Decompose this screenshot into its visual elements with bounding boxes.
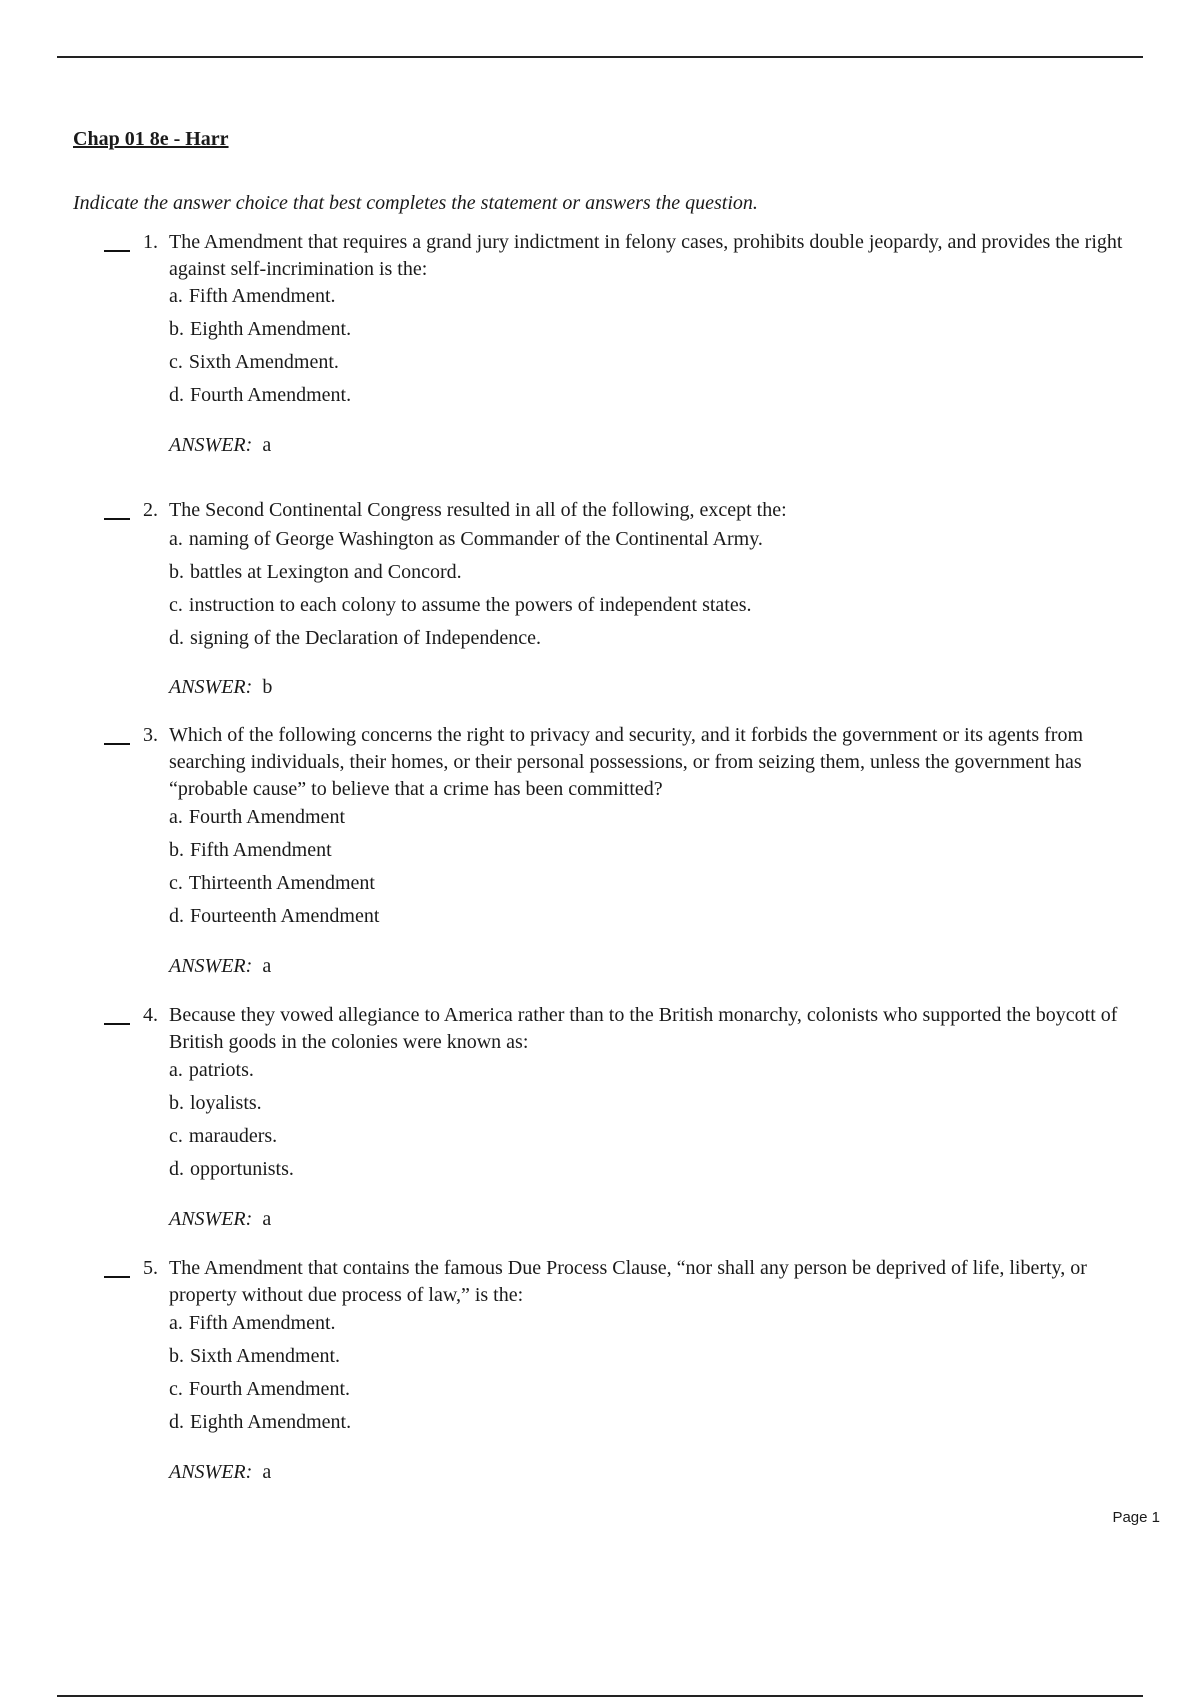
- choice-letter: c.: [169, 1125, 183, 1147]
- answer-line: [169, 432, 271, 459]
- answer-value: a: [262, 955, 272, 977]
- choice-text: Sixth Amendment.: [188, 351, 339, 373]
- question-number: 4.: [143, 1004, 158, 1026]
- choice-b: [169, 1090, 294, 1123]
- answer-blank[interactable]: [104, 518, 130, 520]
- choice-text: instruction to each colony to assume the powers of independent states.: [188, 594, 752, 616]
- question-number: 1.: [143, 231, 158, 253]
- choice-letter: a.: [169, 528, 183, 550]
- choice-d: [169, 903, 379, 936]
- choice-letter: c.: [169, 594, 183, 616]
- choice-text: Fifth Amendment.: [188, 285, 336, 307]
- choice-letter: c.: [169, 1378, 183, 1400]
- choice-a: [169, 804, 379, 837]
- choice-text: Sixth Amendment.: [190, 1345, 340, 1367]
- answer-label: ANSWER:: [169, 434, 253, 456]
- choice-b: [169, 559, 763, 592]
- choice-letter: d.: [169, 1158, 184, 1180]
- answer-label: ANSWER:: [169, 1208, 253, 1230]
- question-stem: The Amendment that requires a grand jury indictment in felony cases, prohibits double jeopardy, and provides the right against self-incrimination is the:: [169, 231, 1123, 280]
- choice-list: [169, 283, 351, 415]
- answer-line: [169, 1459, 271, 1486]
- answer-value: a: [262, 1461, 272, 1483]
- choice-letter: b.: [169, 1092, 184, 1114]
- choice-letter: a.: [169, 285, 183, 307]
- choice-text: Fourth Amendment.: [190, 384, 352, 406]
- choice-list: [169, 804, 379, 936]
- choice-list: [169, 1310, 351, 1442]
- answer-line: [169, 674, 272, 701]
- document-title: Chap 01 8e - Harr: [73, 128, 229, 150]
- choice-letter: c.: [169, 351, 183, 373]
- answer-value: a: [262, 434, 272, 456]
- choice-c: [169, 592, 763, 625]
- choice-d: [169, 382, 351, 415]
- choice-letter: a.: [169, 1059, 183, 1081]
- choice-letter: b.: [169, 318, 184, 340]
- choice-c: [169, 1123, 294, 1156]
- choice-letter: a.: [169, 806, 183, 828]
- choice-text: signing of the Declaration of Independence.: [190, 627, 541, 649]
- choice-letter: d.: [169, 384, 184, 406]
- choice-text: battles at Lexington and Concord.: [190, 561, 462, 583]
- choice-b: [169, 316, 351, 349]
- choice-b: [169, 837, 379, 870]
- answer-blank[interactable]: [104, 1023, 130, 1025]
- answer-blank[interactable]: [104, 250, 130, 252]
- choice-letter: d.: [169, 627, 184, 649]
- choice-a: [169, 1310, 351, 1343]
- footer-rule: [57, 1695, 1143, 1697]
- choice-a: [169, 526, 763, 559]
- choice-c: [169, 349, 351, 382]
- choice-d: [169, 1156, 294, 1189]
- answer-value: b: [262, 676, 273, 698]
- choice-letter: c.: [169, 872, 183, 894]
- choice-c: [169, 1376, 351, 1409]
- choice-text: Thirteenth Amendment: [188, 872, 375, 894]
- answer-blank[interactable]: [104, 743, 130, 745]
- choice-text: loyalists.: [190, 1092, 262, 1114]
- choice-c: [169, 870, 379, 903]
- answer-value: a: [262, 1208, 272, 1230]
- answer-label: ANSWER:: [169, 676, 253, 698]
- question-stem: Because they vowed allegiance to America rather than to the British monarchy, colonists who supported the boycott of British goods in the colonies were known as:: [169, 1004, 1118, 1053]
- choice-letter: b.: [169, 839, 184, 861]
- choice-a: [169, 283, 351, 316]
- choice-text: Fourth Amendment: [188, 806, 345, 828]
- answer-blank[interactable]: [104, 1276, 130, 1278]
- choice-text: opportunists.: [190, 1158, 294, 1180]
- choice-letter: b.: [169, 1345, 184, 1367]
- choice-text: Fourth Amendment.: [188, 1378, 350, 1400]
- choice-letter: d.: [169, 1411, 184, 1433]
- answer-line: [169, 1206, 271, 1233]
- answer-line: [169, 953, 271, 980]
- choice-text: patriots.: [188, 1059, 254, 1081]
- question-stem: The Second Continental Congress resulted in all of the following, except the:: [169, 499, 787, 521]
- choice-text: Eighth Amendment.: [190, 1411, 352, 1433]
- choice-text: Fourteenth Amendment: [190, 905, 380, 927]
- header-rule: [57, 56, 1143, 58]
- choice-text: Fifth Amendment: [190, 839, 332, 861]
- question-number: 5.: [143, 1257, 158, 1279]
- question-number: 3.: [143, 724, 158, 746]
- choice-letter: a.: [169, 1312, 183, 1334]
- page-number: Page 1: [1112, 1509, 1160, 1526]
- choice-text: Fifth Amendment.: [188, 1312, 336, 1334]
- choice-letter: b.: [169, 561, 184, 583]
- choice-list: [169, 526, 763, 658]
- choice-text: marauders.: [188, 1125, 278, 1147]
- choice-d: [169, 1409, 351, 1442]
- answer-label: ANSWER:: [169, 1461, 253, 1483]
- choice-d: [169, 625, 763, 658]
- choice-text: Eighth Amendment.: [190, 318, 352, 340]
- choice-list: [169, 1057, 294, 1189]
- choice-b: [169, 1343, 351, 1376]
- choice-a: [169, 1057, 294, 1090]
- choice-letter: d.: [169, 905, 184, 927]
- question-number: 2.: [143, 499, 158, 521]
- choice-text: naming of George Washington as Commander of the Continental Army.: [188, 528, 763, 550]
- question-stem: Which of the following concerns the right to privacy and security, and it forbids the government or its agents from searching individuals, their homes, or their personal possessions, or from seizing them, unless the government has “probable cause” to believe that a crime has been committed?: [169, 724, 1084, 800]
- answer-label: ANSWER:: [169, 955, 253, 977]
- instructions: Indicate the answer choice that best completes the statement or answers the question.: [73, 192, 758, 214]
- question-stem: The Amendment that contains the famous Due Process Clause, “nor shall any person be deprived of life, liberty, or property without due process of law,” is the:: [169, 1257, 1087, 1306]
